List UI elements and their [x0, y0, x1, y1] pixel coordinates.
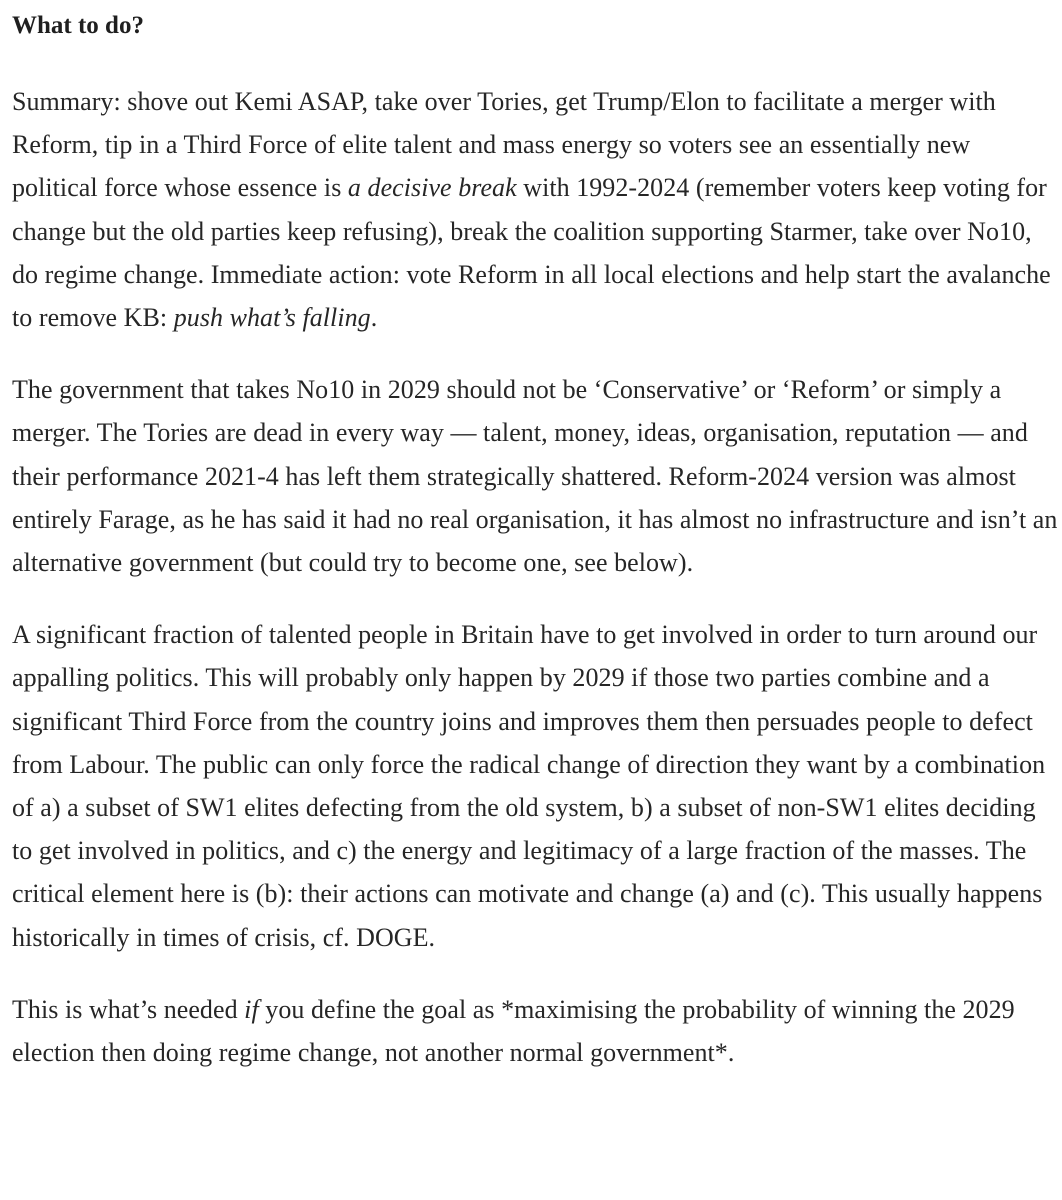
section-heading: What to do?: [12, 12, 144, 39]
government-paragraph: The government that takes No10 in 2029 should not be ‘Conservative’ or ‘Reform’ or simply a merger. The Tories are dead in every way — talent, money, ideas, organisation, reputation — and their performance 2021-4 has left them strategically shattered. Reform-2024 version was almost entirely Farage, as he has said it had no real organisation, it has almost no infrastructure and isn’t an alternative government (but could try to become one, see below).: [12, 375, 1058, 578]
summary-text-1: Summary: shove out Kemi ASAP, take over Tories, get Trump/Elon to facilitate a merger with Reform, tip in a Third Force of elite talent and mass energy so voters see an essentially new political force whose essence is: [12, 87, 996, 203]
summary-emphasis-2: push what’s falling: [173, 303, 371, 333]
goal-emphasis: if: [244, 994, 259, 1024]
article-body: [12, 0, 1058, 1074]
talent-paragraph: A significant fraction of talented people in Britain have to get involved in order to turn around our appalling politics. This will probably only happen by 2029 if those two parties combine and a significant Third Force from the country joins and improves them then persuades people to defect from Labour. The public can only force the radical change of direction they want by a combination of a) a subset of SW1 elites defecting from the old system, b) a subset of non-SW1 elites deciding to get involved in politics, and c) the energy and legitimacy of a large fraction of the masses. The critical element here is (b): their actions can motivate and change (a) and (c). This usually happens historically in times of crisis, cf. DOGE.: [12, 620, 1046, 952]
summary-paragraph: [12, 80, 1058, 339]
summary-text-3: .: [370, 303, 378, 333]
goal-paragraph: [12, 988, 1058, 1074]
summary-text-2: with 1992-2024 (remember voters keep voting for change but the old parties keep refusing), break the coalition supporting Starmer, take over No10, do regime change. Immediate action: vote Reform in all local elections and help start the avalanche to remove KB:: [12, 173, 1051, 333]
summary-emphasis-1: a decisive break: [347, 173, 517, 203]
goal-text-2: you define the goal as *maximising the probability of winning the 2029 election then doing regime change, not another normal government*.: [12, 994, 1015, 1068]
goal-text-1: This is what’s needed: [12, 994, 245, 1024]
